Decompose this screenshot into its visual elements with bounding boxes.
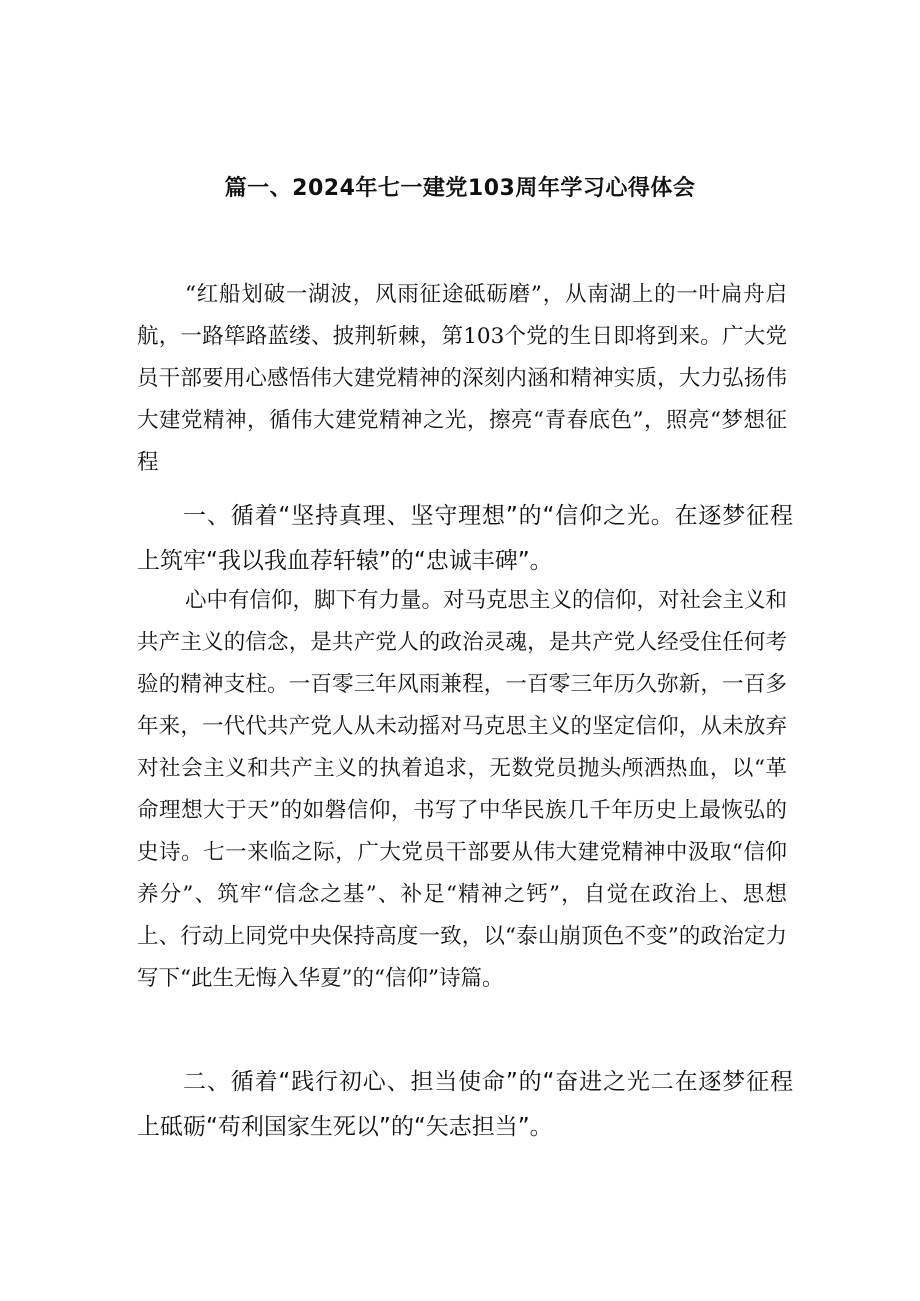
- section-one-paragraph: 心中有信仰，脚下有力量。对马克思主义的信仰，对社会主义和共产主义的信念，是共产党人的政治灵魂，是共产党人经受住任何考验的精神支柱。一百零三年风雨兼程，一百零三年历久弥新，一百多年来，一代代共产党人从未动摇对马克思主义的坚定信仰，从未放弃对社会主义和共产主义的执着追求，无数党员抛头颅洒热血，以“革命理想大于天”的如磐信仰，书写了中华民族几千年历史上最恢弘的史诗。七一来临之际，广大党员干部要从伟大建党精神中汲取“信仰养分”、筑牢“信念之基”、补足“精神之钙”，自觉在政治上、思想上、行动上同党中央保持高度一致，以“泰山崩顶色不变”的政治定力写下“此生无悔入华夏”的“信仰”诗篇。: [137, 588, 788, 991]
- document-title: 篇一、2024年七一建党103周年学习心得体会: [224, 176, 696, 201]
- section-two-heading: 二、循着“践行初心、担当使命”的“奋进之光二在逐梦征程上砥砺“苟利国家生死以”的“矢志担当”。: [137, 1069, 793, 1140]
- intro-paragraph: “红船划破一湖波，风雨征途砥砺磨”，从南湖上的一叶扁舟启航，一路筚路蓝缕、披荆斩棘，第103个党的生日即将到来。广大党员干部要用心感悟伟大建党精神的深刻内涵和精神实质，大力弘扬伟大建党精神，循伟大建党精神之光，擦亮“青春底色”，照亮“梦想征程: [137, 282, 787, 475]
- section-one-heading: 一、循着“坚持真理、坚守理想”的“信仰之光。在逐梦征程上筑牢“我以我血荐轩辕”的“忠诚丰碑”。: [137, 503, 793, 574]
